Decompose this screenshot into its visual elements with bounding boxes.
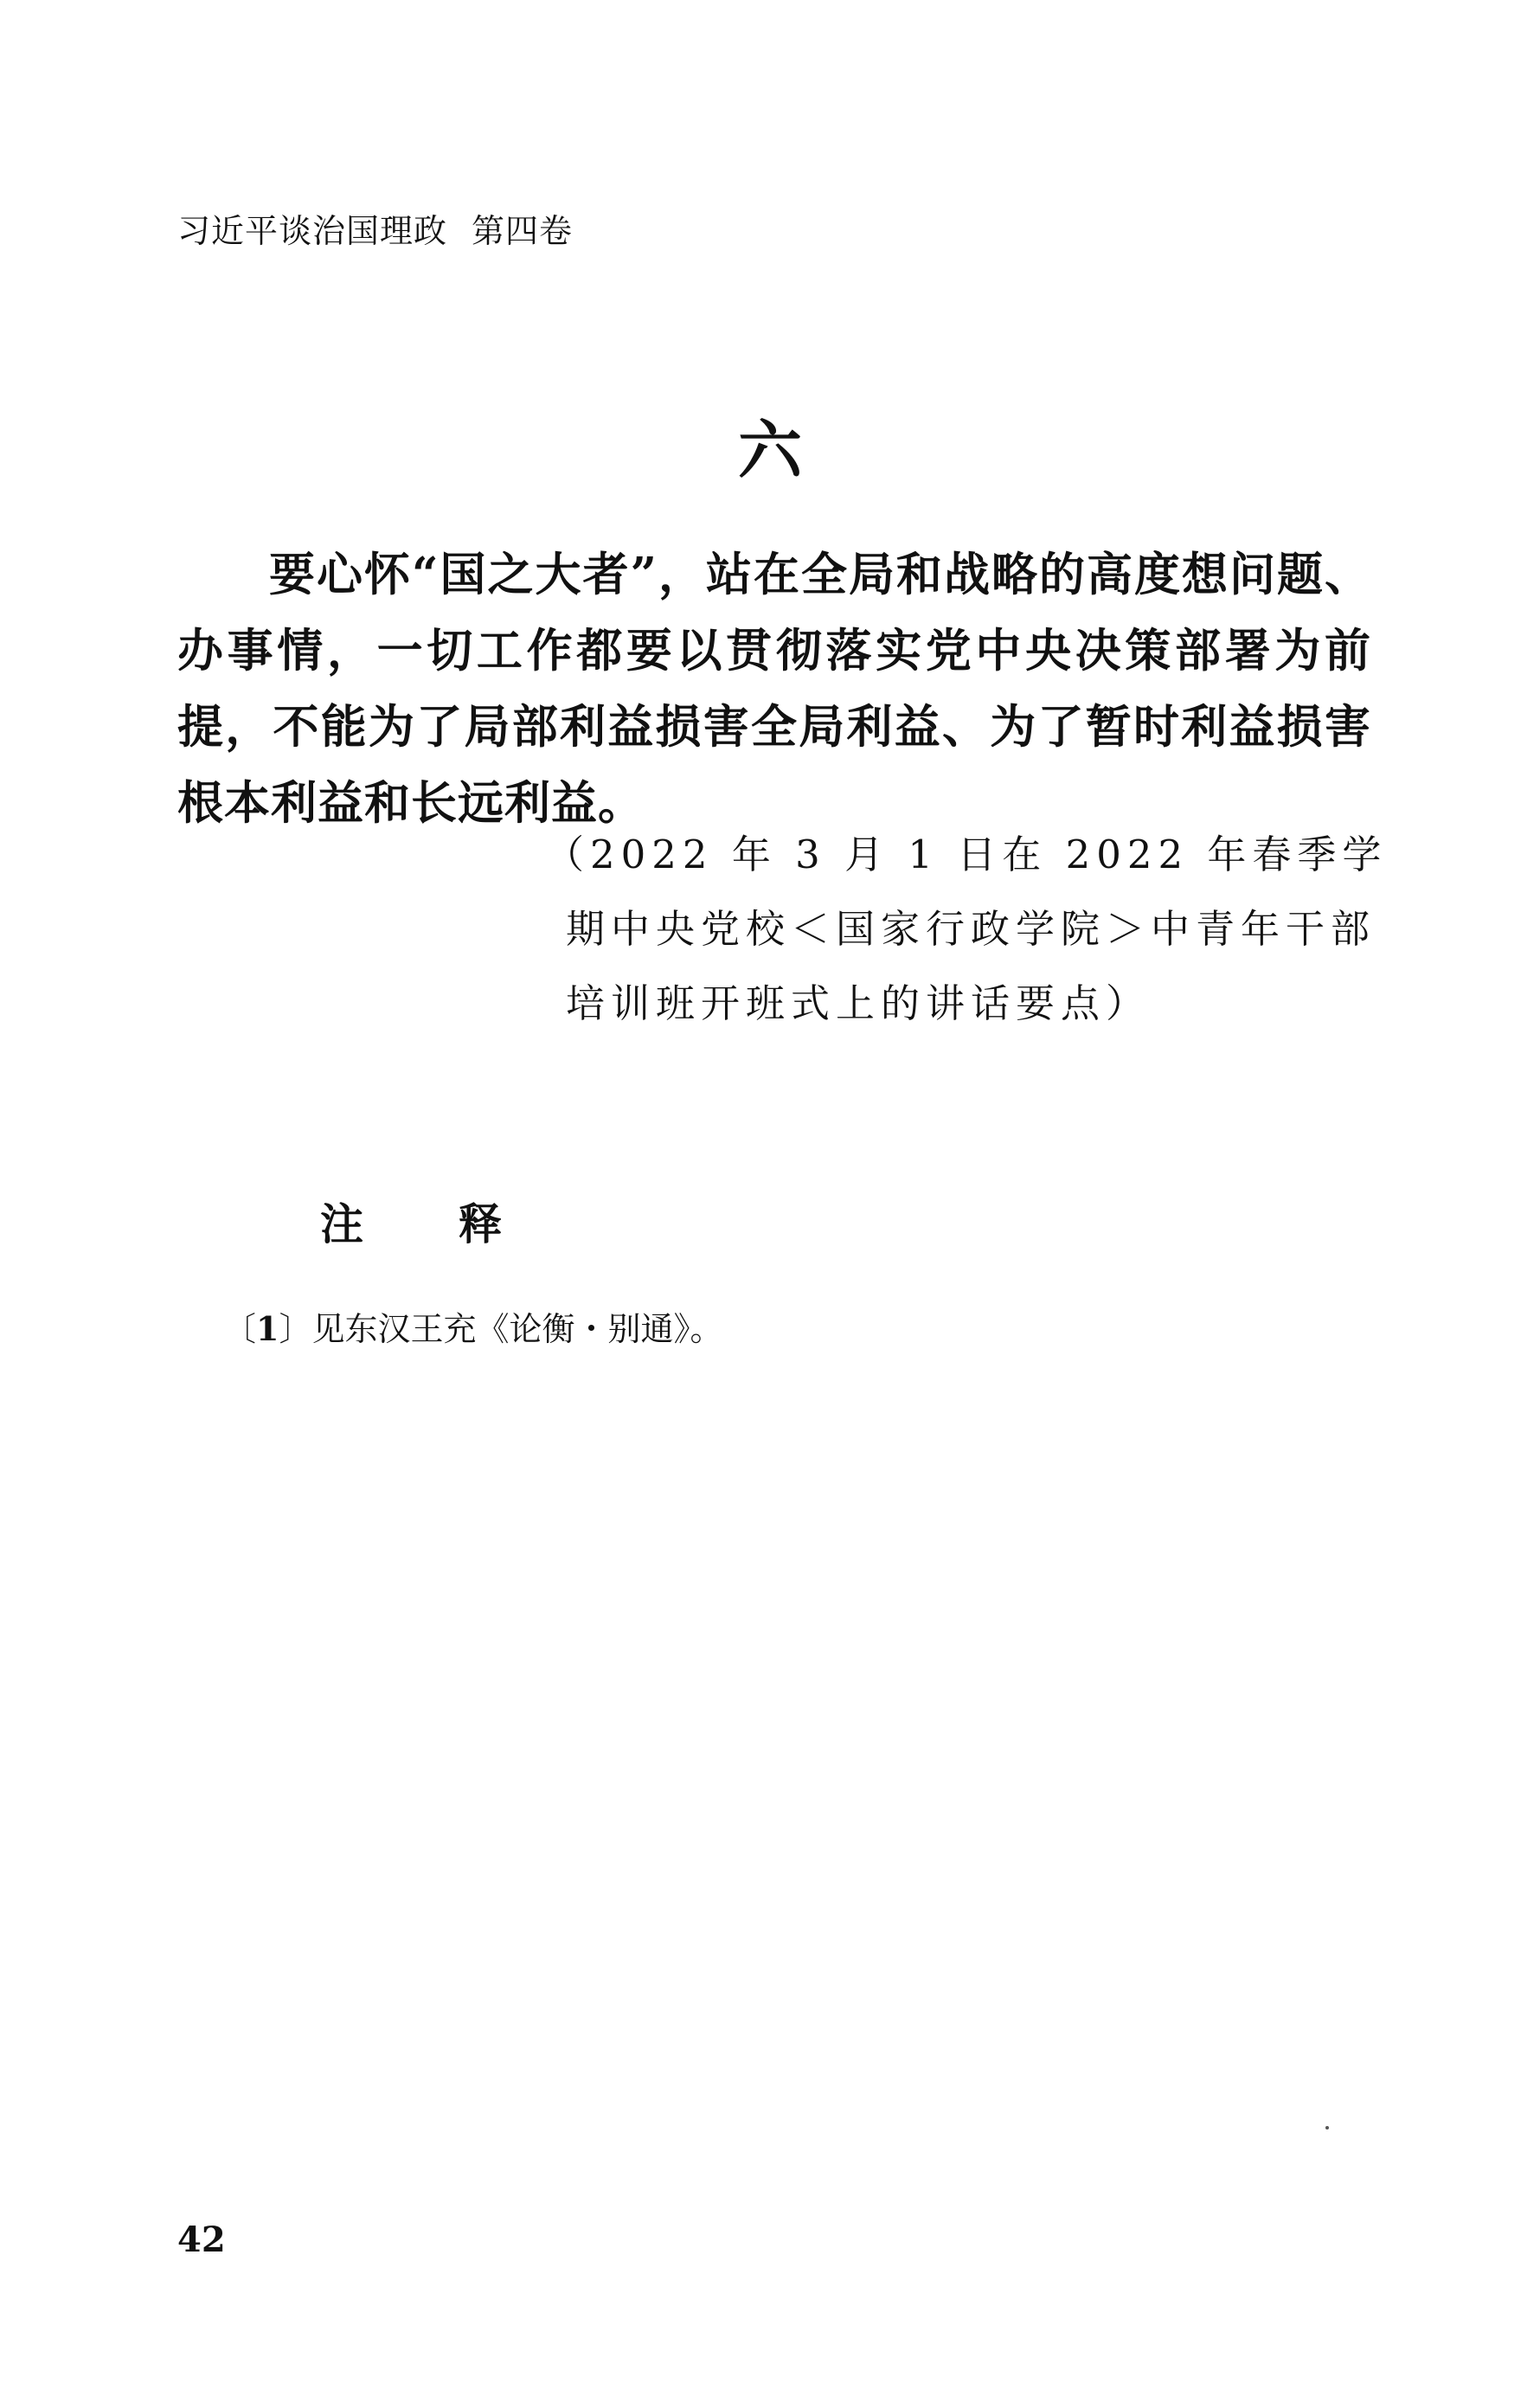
footnote-number: 1: [256, 1309, 279, 1348]
scan-speck: [1325, 2126, 1329, 2129]
running-head: [177, 204, 573, 252]
source-citation: （2022 年 3 月 1 日在 2022 年春季学期中央党校＜国家行政学院＞中青年干部培训班开班式上的讲话要点）: [545, 832, 1388, 1026]
page-number: 42: [177, 2219, 226, 2260]
book-title: 习近平谈治国理政: [177, 212, 448, 250]
footnote-item: [223, 1302, 723, 1350]
notes-heading: [320, 1190, 502, 1252]
notes-heading-left: 注: [320, 1198, 363, 1249]
body-paragraph: 要心怀“国之大者”，站在全局和战略的高度想问题、办事情，一切工作都要以贯彻落实党中央决策部署为前提，不能为了局部利益损害全局利益、为了暂时利益损害根本利益和长远利益。: [177, 548, 1371, 830]
footnote-text: 见东汉王充《论衡・别通》。: [311, 1310, 723, 1348]
footnote-bracket-open: 〔: [223, 1310, 257, 1348]
section-number: 六: [738, 414, 802, 488]
footnote-bracket-close: 〕: [279, 1310, 312, 1348]
notes-heading-right: 释: [459, 1198, 502, 1249]
volume-label: 第四卷: [472, 212, 574, 250]
